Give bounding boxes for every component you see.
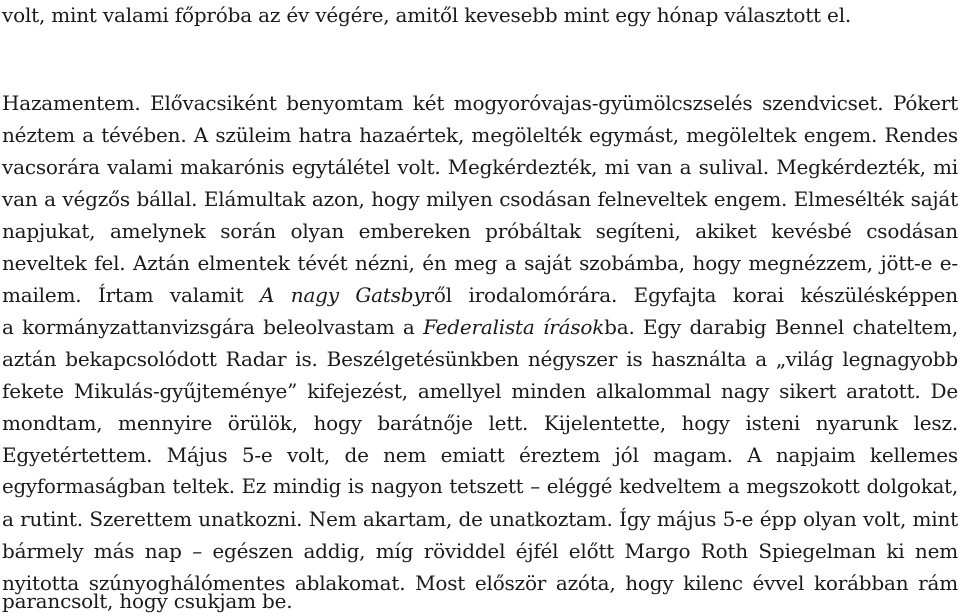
book-title-federalista: Federalista írások (423, 315, 605, 339)
line-7-text-b: ről irodalomórára. Egyfajta korai készülésképpen (424, 283, 958, 307)
line-8-text-a: a kormányzattanvizsgára beleolvastam a (2, 315, 424, 339)
line-8-text-b: ba. Egy darabig Bennel chateltem, (604, 315, 958, 339)
paragraph-2-line-16: nyitotta szúnyoghálómentes ablakomat. Most először azóta, hogy kilenc évvel korábban rám (2, 571, 958, 595)
paragraph-2-line-13: egyformaságban teltek. Ez mindig is nagyon tetszett – eléggé kedveltem a megszokott dolgokat, (2, 475, 958, 498)
paragraph-2-line-4: van a végzős bállal. Elámultak azon, hogy milyen csodásan felneveltek engem. Elmesélték saját (2, 187, 958, 211)
paragraph-2-line-3: vacsorára valami makarónis egytálétel volt. Megkérdezték, mi van a sulival. Megkérdezték, mi (2, 155, 958, 179)
paragraph-2-line-7 (2, 280, 958, 310)
paragraph-2-line-11: mondtam, mennyire örülök, hogy barátnője lett. Kijelentette, hogy isteni nyarunk lesz. (2, 411, 958, 435)
paragraph-2-line-17: parancsolt, hogy csukjam be. (2, 589, 293, 613)
paragraph-2-line-12: Egyetértettem. Május 5-e volt, de nem emiatt éreztem jól magam. A napjaim kellemes (2, 443, 958, 467)
line-7-text-a: mailem. Írtam valamit (2, 283, 260, 307)
paragraph-2-line-15: bármely más nap – egészen addig, míg röviddel éjfél előtt Margo Roth Spiegelman ki nem (2, 539, 958, 563)
paragraph-2-line-8 (2, 312, 958, 342)
paragraph-2-line-2: néztem a tévében. A szüleim hatra hazaértek, megölelték egymást, megöleltek engem. Rendes (2, 123, 958, 147)
book-title-gatsby: A nagy Gatsby (259, 283, 425, 307)
paragraph-2-line-10: fekete Mikulás-gyűjteménye” kifejezést, amellyel minden alkalommal nagy sikert aratott. De (2, 379, 958, 403)
paragraph-2-line-9: aztán bekapcsolódott Radar is. Beszélgetésünkben négyszer is használta a „világ legnagyobb (2, 347, 958, 371)
paragraph-1-line-1: volt, mint valami főpróba az év végére, amitől kevesebb mint egy hónap választott el. (2, 3, 852, 27)
paragraph-2-line-1: Hazamentem. Elővacsiként benyomtam két mogyoróvajas-gyümölcszselés szendvicset. Pókert (2, 91, 958, 115)
paragraph-2-line-5: napjukat, amelynek során olyan embereken próbáltak segíteni, akiket kevésbé csodásan (2, 219, 958, 243)
paragraph-2-line-6: neveltek fel. Aztán elmentek tévét nézni, én meg a saját szobámba, hogy megnézzem, jött-e e- (2, 251, 958, 275)
paragraph-2-line-14: a rutint. Szerettem unatkozni. Nem akartam, de unatkoztam. Így május 5-e épp olyan volt, mint (2, 507, 958, 531)
